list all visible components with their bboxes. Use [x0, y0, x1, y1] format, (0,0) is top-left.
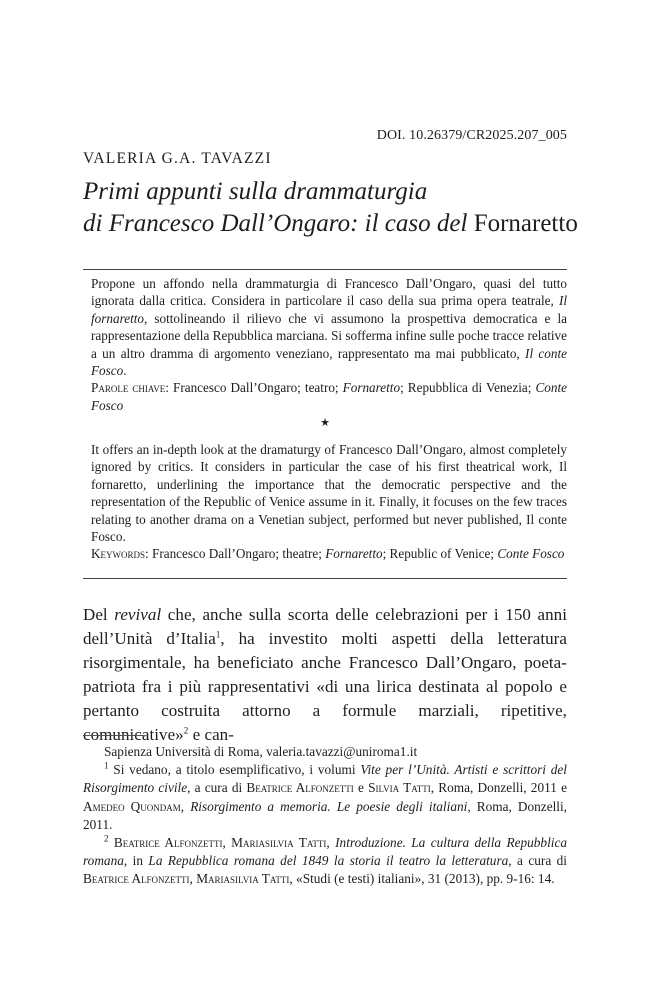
title-work: Fornaretto — [473, 210, 578, 237]
body-paragraph — [83, 603, 567, 747]
keywords-work: Conte Fosco — [497, 546, 565, 562]
body-part: che, anche sulla scorta delle celebrazioni per i 150 anni dell’Unità d’Italia — [83, 605, 567, 648]
abstract-top-rule — [83, 269, 567, 270]
title-line-2-prefix: di Francesco Dall’Ongaro: il caso del — [83, 210, 474, 237]
keywords-work: Fornaretto — [342, 380, 401, 396]
abstract-bottom-rule — [83, 578, 567, 579]
fn-part: , — [326, 835, 336, 851]
footnote-1-number: 1 — [104, 760, 109, 771]
fn-part: , Roma, Donzelli, 2011. — [83, 798, 568, 832]
footnote-ref-1[interactable]: 1 — [215, 629, 221, 640]
footnotes — [83, 743, 567, 889]
keywords-sep: : — [165, 380, 173, 396]
fn-title: Introduzione. La cultura della Repubblica romana — [83, 835, 568, 869]
star-separator: ★ — [320, 417, 330, 429]
fn-part: , Roma, Donzelli, 2011 e — [430, 780, 567, 796]
abstract-english-text: It offers an in-depth look at the dramaturgy of Francesco Dall’Ongaro, almost completely ignored by critics. It considers in particular the case of his first theatrical work, Il fornaretto, underlining the importance that the democratic perspective and the representation of the Republic of Venice assume in it. Finally, it focuses on the few traces relating to another drama on a Venetian subject, performed but never published, Il conte Fosco. — [91, 442, 567, 545]
keywords-italian — [91, 379, 567, 414]
author-name: VALERIA G.A. TAVAZZI — [83, 150, 272, 167]
footnote-rule — [83, 735, 145, 736]
fn-part: e — [353, 780, 369, 796]
abstract-it-part: . — [123, 363, 127, 379]
abstract-it-part: Propone un affondo nella drammaturgia di Francesco Dall’Ongaro, quasi del tutto ignorata dalla critica. Considera in particolare il caso della sua prima opera teatrale, — [91, 276, 567, 309]
abstract-italian — [91, 275, 567, 414]
body-text — [83, 603, 567, 747]
keywords-work: Conte Fosco — [91, 380, 568, 413]
doi-line: DOI. 10.26379/CR2025.207_005 — [376, 128, 567, 143]
abstract-it-work: Il fornaretto — [91, 293, 567, 326]
abstract-italian-text — [91, 275, 567, 379]
body-italic-term: revival — [114, 605, 162, 624]
article-title — [83, 176, 583, 240]
fn-part: Si vedano, a titolo esemplificativo, i volumi — [108, 762, 361, 778]
fn-title: La Repubblica romana del 1849 la storia il teatro la letteratura — [148, 853, 509, 869]
body-part: , ha investito molti aspetti della letteratura risorgimentale, ha beneficiato anche Francesco Dall’Ongaro, poeta-patriota fra i più rappresentativi «di una lirica destinata al popolo e pertanto costruita attorno a formule marziali, ripetitive, comunicative» — [83, 629, 567, 744]
fn-author: Beatrice Alfonzetti — [246, 780, 354, 796]
fn-title: Risorgimento a memoria. Le poesie degli italiani — [190, 798, 468, 814]
keywords-sep: : — [145, 546, 152, 562]
fn-author: Silvia Tatti — [368, 780, 431, 796]
footnote-1 — [83, 761, 567, 834]
fn-part: , «Studi (e testi) italiani», 31 (2013), pp. 9-16: 14. — [289, 871, 555, 887]
body-part: Del — [83, 605, 115, 624]
keywords-text: ; Repubblica di Venezia; — [400, 380, 536, 396]
body-part: e can- — [188, 725, 234, 744]
fn-author: Beatrice Alfonzetti, Mariasilvia Tatti — [113, 835, 327, 851]
keywords-work: Fornaretto — [325, 546, 383, 562]
footnote-2 — [83, 834, 567, 889]
footnote-ref-2[interactable]: 2 — [183, 725, 189, 736]
fn-part: , a cura di — [187, 780, 247, 796]
fn-author: Amedeo Quondam — [83, 798, 181, 814]
fn-title: Vite per l’Unità. Artisti e scrittori del Risorgimento civile — [83, 762, 567, 796]
fn-part: , in — [123, 853, 149, 869]
fn-author: Beatrice Alfonzetti, Mariasilvia Tatti — [83, 871, 290, 887]
title-line-1: Primi appunti sulla drammaturgia — [83, 178, 428, 205]
fn-part: , a cura di — [508, 853, 567, 869]
abstract-it-work: Il conte Fosco — [91, 345, 567, 379]
footnote-2-number: 2 — [104, 833, 109, 844]
keywords-text: ; Republic of Venice; — [382, 546, 498, 562]
keywords-label: Parole chiave — [91, 380, 166, 396]
fn-part: , — [180, 798, 191, 814]
keywords-english — [91, 545, 567, 562]
abstract-english — [91, 441, 567, 563]
keywords-text: Francesco Dall’Ongaro; teatro; — [173, 380, 343, 396]
abstract-it-part: , sottolineando il rilievo che vi assumono la prospettiva democratica e la rappresentazione della Repubblica marciana. Si sofferma infine sulle poche tracce relative a un altro dramma di argomento veneziano, rappresentato ma mai pubblicato, — [91, 310, 567, 361]
affiliation-note: Sapienza Università di Roma, valeria.tavazzi@uniroma1.it — [104, 744, 418, 759]
keywords-label: Keywords — [91, 546, 146, 562]
keywords-text: Francesco Dall’Ongaro; theatre; — [152, 546, 326, 562]
title-line-2 — [83, 208, 583, 240]
